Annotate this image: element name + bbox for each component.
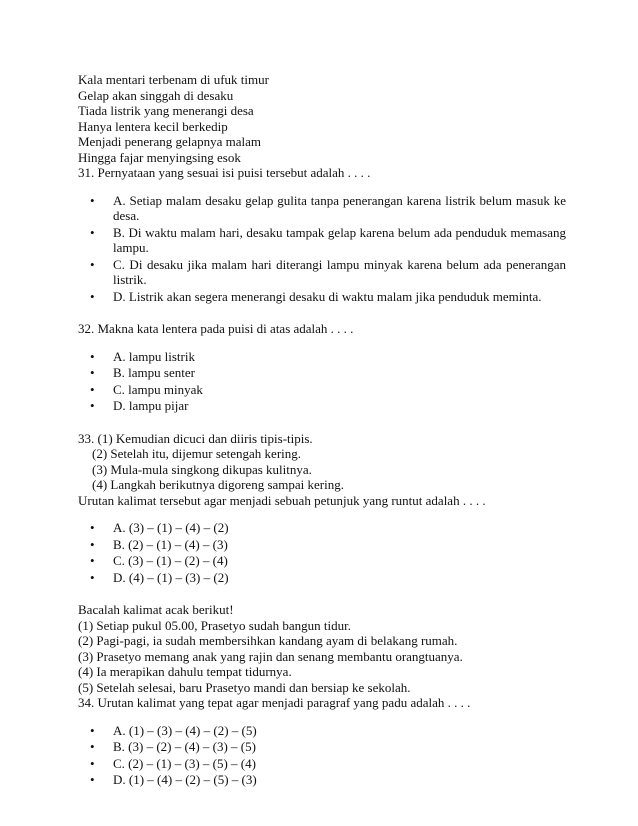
poem-line: Tiada listrik yang menerangi desa: [78, 103, 254, 118]
bullet-icon: •: [90, 520, 95, 535]
question-34-intro: Bacalah kalimat acak berikut!: [78, 602, 234, 617]
question-33: Urutan kalimat tersebut agar menjadi sebuah petunjuk yang runtut adalah . . . .: [78, 492, 486, 508]
option-33-a: • A. (3) – (1) – (4) – (2): [78, 520, 566, 536]
poem-line: Menjadi penerang gelapnya malam: [78, 134, 262, 149]
bullet-icon: •: [90, 569, 95, 585]
bullet-icon: •: [90, 288, 95, 304]
options-32: [78, 349, 566, 414]
question-32: 32. Makna kata lentera pada puisi di atas adalah . . . .: [78, 321, 354, 336]
option-32-b: • B. lampu senter: [78, 365, 566, 381]
options-34: [78, 723, 566, 788]
question-34-sentence: (3) Prasetyo memang anak yang rajin dan senang membantu orangtuanya.: [78, 648, 463, 664]
question-33-step-1: 33. (1) Kemudian dicuci dan diiris tipis-tipis.: [78, 430, 313, 446]
option-31-a: • A. Setiap malam desaku gelap gulita tanpa penerangan karena listrik belum masuk ke desa.: [78, 193, 566, 224]
option-32-a: • A. lampu listrik: [78, 349, 566, 365]
bullet-icon: •: [90, 553, 95, 568]
bullet-icon: •: [90, 348, 95, 364]
question-34-sentence: (2) Pagi-pagi, ia sudah membersihkan kandang ayam di belakang rumah.: [78, 633, 458, 648]
poem-line: Gelap akan singgah di desaku: [78, 87, 234, 103]
question-33-step: (3) Mula-mula singkong dikupas kulitnya.: [92, 461, 312, 477]
poem-line: Hingga fajar menyingsing esok: [78, 149, 241, 165]
option-34-d: • D. (1) – (4) – (2) – (5) – (3): [78, 772, 566, 788]
bullet-icon: •: [90, 398, 95, 413]
option-34-c: • C. (2) – (1) – (3) – (5) – (4): [78, 756, 566, 772]
option-31-c: • C. Di desaku jika malam hari diterangi lampu minyak karena belum ada penerangan listrik.: [78, 257, 566, 288]
question-34-sentence: (1) Setiap pukul 05.00, Prasetyo sudah bangun tidur.: [78, 617, 351, 633]
bullet-icon: •: [90, 381, 95, 397]
option-33-b: • B. (2) – (1) – (4) – (3): [78, 537, 566, 553]
bullet-icon: •: [90, 256, 95, 272]
option-31-d: • D. Listrik akan segera menerangi desaku di waktu malam jika penduduk meminta.: [78, 289, 566, 305]
question-34-sentence: (4) Ia merapikan dahulu tempat tidurnya.: [78, 664, 292, 679]
option-32-d: • D. lampu pijar: [78, 398, 566, 414]
question-33-step: (4) Langkah berikutnya digoreng sampai kering.: [92, 477, 344, 492]
option-33-d: • D. (4) – (1) – (3) – (2): [78, 570, 566, 586]
bullet-icon: •: [90, 772, 95, 787]
bullet-icon: •: [90, 536, 95, 552]
option-34-a: • A. (1) – (3) – (4) – (2) – (5): [78, 723, 566, 739]
poem-line: Kala mentari terbenam di ufuk timur: [78, 72, 269, 87]
option-33-c: • C. (3) – (1) – (2) – (4): [78, 553, 566, 569]
bullet-icon: •: [90, 192, 95, 208]
option-31-b: • B. Di waktu malam hari, desaku tampak gelap karena belum ada penduduk memasang lampu.: [78, 225, 566, 256]
poem: [78, 72, 566, 165]
bullet-icon: •: [90, 722, 95, 738]
options-31: [78, 193, 566, 305]
question-34-sentence: (5) Setelah selesai, baru Prasetyo mandi dan bersiap ke sekolah.: [78, 679, 411, 695]
question-31: 31. Pernyataan yang sesuai isi puisi tersebut adalah . . . .: [78, 165, 371, 180]
bullet-icon: •: [90, 739, 95, 754]
options-33: [78, 520, 566, 585]
bullet-icon: •: [90, 224, 95, 240]
option-34-b: • B. (3) – (2) – (4) – (3) – (5): [78, 739, 566, 755]
document-page: [78, 72, 566, 789]
bullet-icon: •: [90, 755, 95, 771]
poem-line: Hanya lentera kecil berkedip: [78, 118, 228, 134]
question-34: 34. Urutan kalimat yang tepat agar menjadi paragraf yang padu adalah . . . .: [78, 695, 471, 710]
question-33-step: (2) Setelah itu, dijemur setengah kering.: [92, 446, 302, 461]
bullet-icon: •: [90, 365, 95, 380]
option-32-c: • C. lampu minyak: [78, 382, 566, 398]
